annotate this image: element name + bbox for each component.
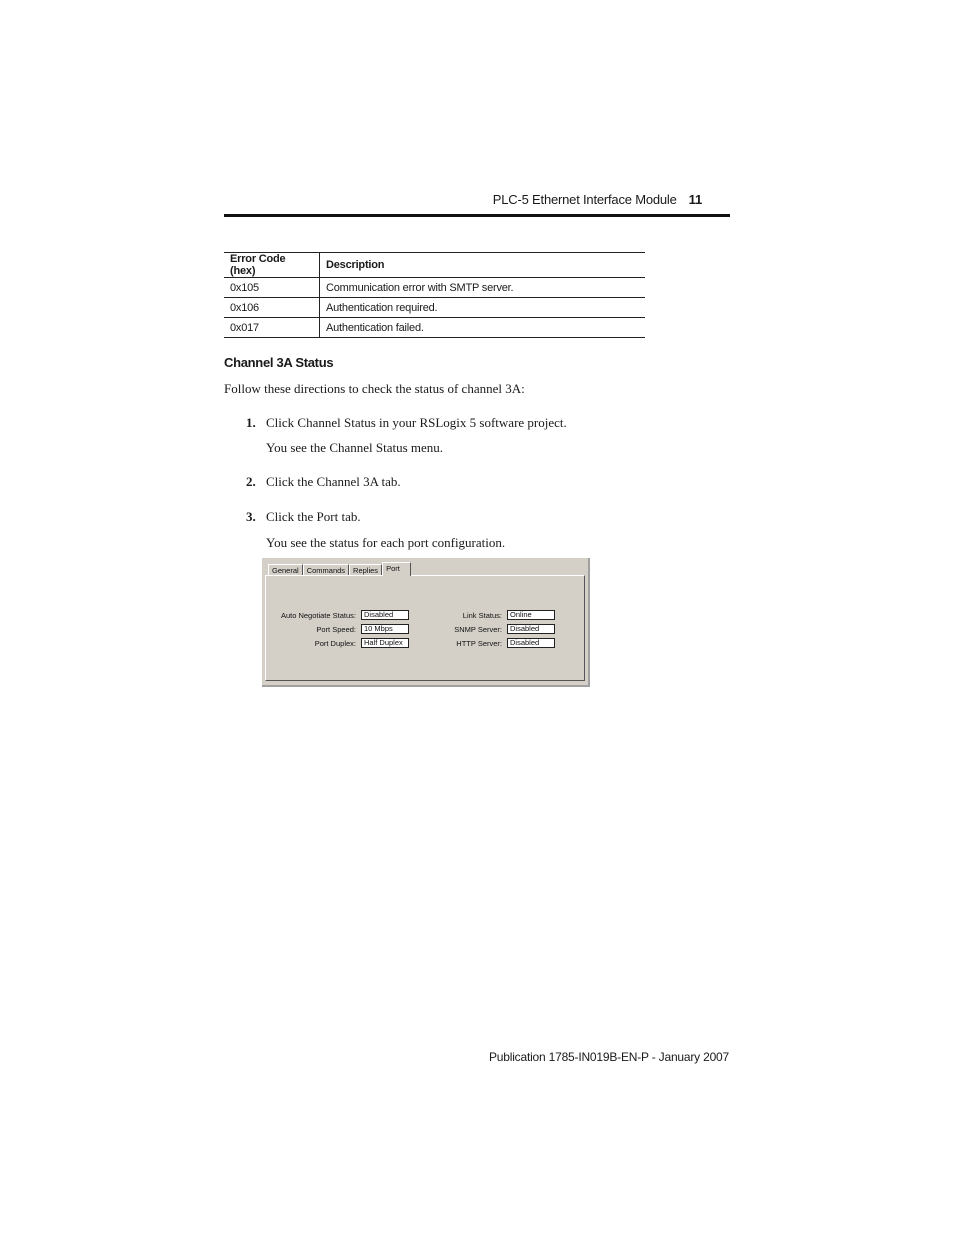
- error-code-cell: 0x017: [224, 318, 320, 338]
- error-code-cell: 0x106: [224, 298, 320, 318]
- step-text: Click Channel Status in your RSLogix 5 software project.: [266, 415, 567, 430]
- step-2: [246, 474, 401, 490]
- port-duplex-row: [276, 638, 409, 648]
- table-row: [224, 278, 645, 298]
- auto-negotiate-row: [276, 610, 409, 620]
- step-number: 1.: [246, 415, 256, 430]
- http-server-row: [442, 638, 555, 648]
- description-cell: Communication error with SMTP server.: [320, 278, 646, 298]
- header-title: PLC-5 Ethernet Interface Module: [492, 192, 677, 207]
- channel-status-dialog: [262, 558, 590, 687]
- port-speed-row: [276, 624, 409, 634]
- link-status-label: Link Status:: [462, 610, 502, 620]
- step-number: 3.: [246, 509, 256, 524]
- table-header-row: [224, 253, 645, 278]
- tab-strip: [268, 562, 411, 574]
- auto-negotiate-value: Disabled: [361, 610, 409, 620]
- publication-footer: Publication 1785-IN019B-EN-P - January 2007: [489, 1050, 729, 1064]
- error-code-cell: 0x105: [224, 278, 320, 298]
- step-3: [246, 509, 361, 525]
- port-duplex-value: Half Duplex: [361, 638, 409, 648]
- auto-negotiate-label: Auto Negotiate Status:: [280, 610, 356, 620]
- step-3-result: You see the status for each port configuration.: [266, 535, 506, 550]
- link-status-row: [442, 610, 555, 620]
- port-duplex-label: Port Duplex:: [314, 638, 356, 648]
- snmp-server-value: Disabled: [507, 624, 555, 634]
- description-cell: Authentication required.: [320, 298, 646, 318]
- port-status-panel: [265, 575, 585, 681]
- column-header-error-code: Error Code (hex): [224, 253, 320, 278]
- header-rule: [224, 214, 730, 217]
- http-server-value: Disabled: [507, 638, 555, 648]
- section-intro: Follow these directions to check the status of channel 3A:: [224, 381, 525, 396]
- step-text: Click the Port tab.: [266, 509, 361, 524]
- http-server-label: HTTP Server:: [456, 638, 502, 648]
- port-speed-label: Port Speed:: [316, 624, 356, 634]
- step-1: [246, 415, 567, 431]
- page-number: 11: [688, 192, 702, 207]
- tab-port[interactable]: Port: [382, 562, 411, 576]
- step-text: Click the Channel 3A tab.: [266, 474, 401, 489]
- step-1-result: You see the Channel Status menu.: [266, 440, 444, 455]
- link-status-value: Online: [507, 610, 555, 620]
- snmp-server-label: SNMP Server:: [454, 624, 502, 634]
- port-speed-value: 10 Mbps: [361, 624, 409, 634]
- table-row: [224, 318, 645, 338]
- snmp-server-row: [442, 624, 555, 634]
- tab-commands[interactable]: Commands: [303, 564, 349, 576]
- tab-general[interactable]: General: [268, 564, 303, 576]
- column-header-description: Description: [320, 253, 646, 278]
- description-cell: Authentication failed.: [320, 318, 646, 338]
- running-header: [493, 192, 702, 207]
- table-row: [224, 298, 645, 318]
- error-code-table: [224, 252, 645, 338]
- section-title: Channel 3A Status: [224, 355, 334, 370]
- step-number: 2.: [246, 474, 256, 489]
- tab-replies[interactable]: Replies: [349, 564, 382, 576]
